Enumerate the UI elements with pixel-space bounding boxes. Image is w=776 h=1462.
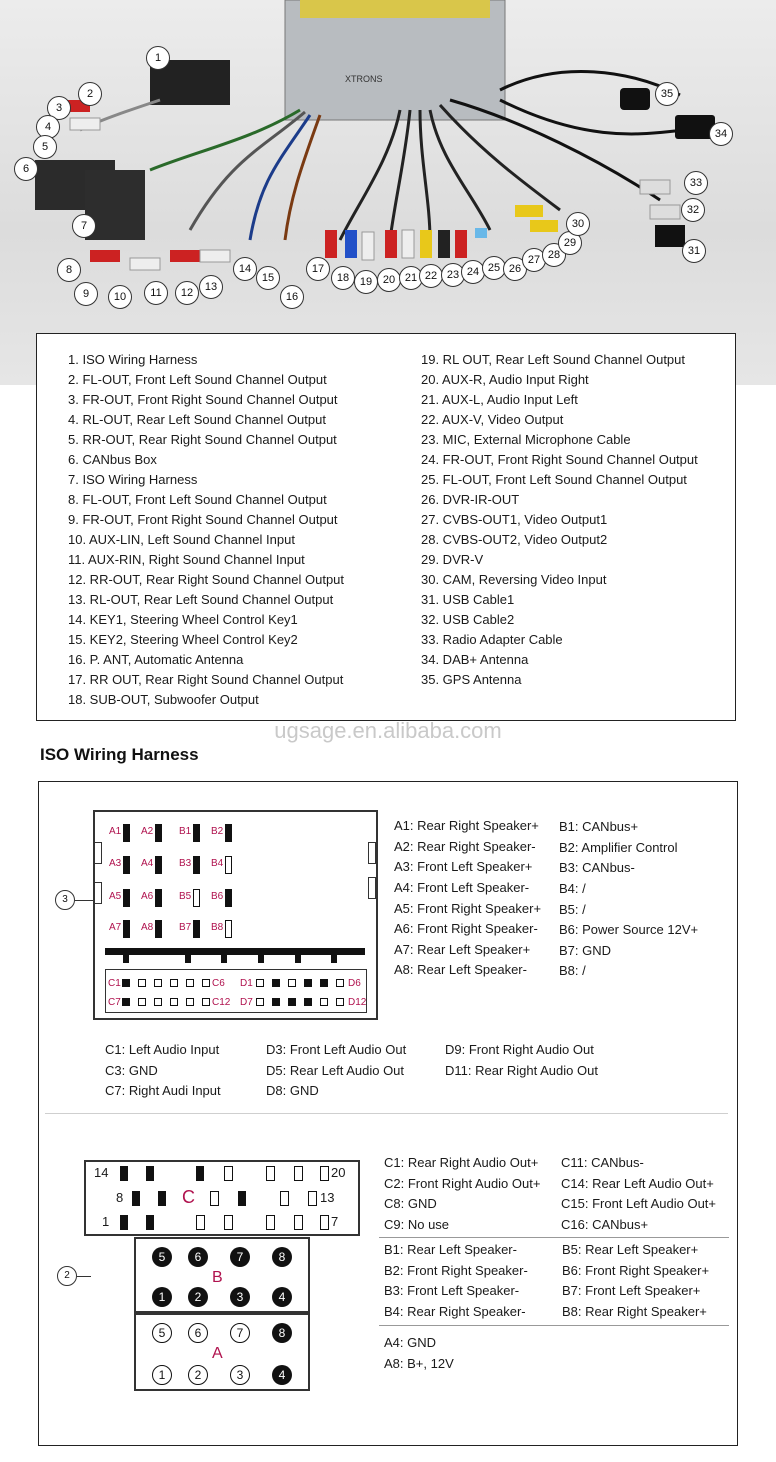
callout-4: 4 [36,115,60,139]
desc-d9: D9: Front Right Audio Out [445,1042,594,1057]
pin-label: B6 [211,891,224,902]
pin-b1: 1 [152,1287,172,1307]
pin-filled [132,1191,140,1206]
pin-empty [186,998,194,1006]
pin-filled [155,856,162,874]
legend-item: 22. AUX-V, Video Output [421,412,564,427]
legend-item: 24. FR-OUT, Front Right Sound Channel Output [421,452,698,467]
legend-item: 6. CANbus Box [68,452,157,467]
svg-text:XTRONS: XTRONS [345,74,383,84]
pin-label: D1 [240,978,253,989]
cd-block [105,969,367,1013]
pin-label: A5 [109,891,122,902]
pin-label: B8 [211,922,224,933]
connector1-body [93,810,378,1020]
desc-b3: B3: Front Left Speaker- [384,1283,520,1298]
pin-b7: 7 [230,1247,250,1267]
pin-b8: 8 [272,1247,292,1267]
pin-b2: 2 [188,1287,208,1307]
desc-c1: C1: Left Audio Input [105,1042,220,1057]
pin-a3: 3 [230,1365,250,1385]
pin-filled [320,979,328,987]
callout-34: 34 [709,122,733,146]
pin-empty [266,1215,275,1230]
desc-c15: C15: Front Left Audio Out+ [561,1196,717,1211]
legend-item: 27. CVBS-OUT1, Video Output1 [421,512,608,527]
desc-c9: C9: No use [384,1217,450,1232]
pin-a6: 6 [188,1323,208,1343]
pin-filled [304,998,312,1006]
latch [94,882,102,904]
desc-a5: A5: Front Right Speaker+ [394,901,542,916]
legend-item: 11. AUX-RIN, Right Sound Channel Input [68,552,305,567]
pin-empty [288,979,296,987]
callout-8: 8 [57,258,81,282]
legend-item: 9. FR-OUT, Front Right Sound Channel Output [68,512,338,527]
desc-a2: A2: Rear Right Speaker- [394,839,536,854]
pin-label: C1 [108,978,121,989]
legend-item: 19. RL OUT, Rear Left Sound Channel Output [421,352,686,367]
callout-20: 20 [377,268,401,292]
legend-right-list [421,350,698,690]
pin-filled [123,824,130,842]
legend-item: 32. USB Cable2 [421,612,515,627]
pin-label: A7 [109,922,122,933]
pin-filled [155,889,162,907]
desc-b7: B7: GND [559,943,612,958]
pin-empty [308,1191,317,1206]
pin-label: B4 [211,858,224,869]
pin-label: B1 [179,826,192,837]
divider-bar [105,948,365,955]
callout-35: 35 [655,82,679,106]
latch [94,842,102,864]
pin-label: C6 [212,978,225,989]
pin-filled [146,1166,154,1181]
pin-filled [225,824,232,842]
legend-item: 17. RR OUT, Rear Right Sound Channel Output [68,672,344,687]
pin-empty [256,998,264,1006]
pin-a4: 4 [272,1365,292,1385]
pin-filled [123,856,130,874]
pin-empty [266,1166,275,1181]
desc-c11: C11: CANbus- [561,1155,644,1170]
pin-empty [294,1215,303,1230]
key [221,955,227,963]
pin-label: D6 [348,978,361,989]
legend-left-list [68,350,344,710]
pin-filled [120,1166,128,1181]
product-photo [0,0,776,385]
legend-item: 33. Radio Adapter Cable [421,632,563,647]
pin-empty [225,856,232,874]
desc-b2: B2: Front Right Speaker- [384,1263,528,1278]
row-label: 7 [331,1214,339,1229]
legend-item: 20. AUX-R, Audio Input Right [421,372,589,387]
desc-a1: A1: Rear Right Speaker+ [394,818,539,833]
pin-b3: 3 [230,1287,250,1307]
pin-filled [196,1166,204,1181]
pin-filled [120,1215,128,1230]
desc-a8: A8: Rear Left Speaker- [394,962,527,977]
desc-d3: D3: Front Left Audio Out [266,1042,407,1057]
desc-b6: B6: Power Source 12V+ [559,922,699,937]
legend-item: 14. KEY1, Steering Wheel Control Key1 [68,612,298,627]
pin-empty [224,1215,233,1230]
legend-item: 34. DAB+ Antenna [421,652,529,667]
callout-25: 25 [482,256,506,280]
pin-filled [304,979,312,987]
callout-21: 21 [399,266,423,290]
pin-empty [138,998,146,1006]
pin-label: A6 [141,891,154,902]
legend-item: 12. RR-OUT, Rear Right Sound Channel Output [68,572,345,587]
separator [45,1113,728,1114]
pin-filled [193,824,200,842]
desc-a4: A4: Front Left Speaker- [394,880,530,895]
pin-a1: 1 [152,1365,172,1385]
pin-label: B7 [179,922,192,933]
iso-harness-panel [38,781,738,1446]
pin-a2: 2 [188,1365,208,1385]
callout-24: 24 [461,260,485,284]
pin-empty [154,998,162,1006]
callout-2: 2 [78,82,102,106]
callout-26: 26 [503,257,527,281]
pin-label: A4 [141,858,154,869]
pin-empty [170,998,178,1006]
pin-empty [336,979,344,987]
desc-a4: A4: GND [384,1335,437,1350]
legend-item: 15. KEY2, Steering Wheel Control Key2 [68,632,298,647]
desc-c2: C2: Front Right Audio Out+ [384,1176,541,1191]
callout-5: 5 [33,135,57,159]
desc-b3: B3: CANbus- [559,860,635,875]
callout-line [77,1276,91,1277]
legend-item: 7. ISO Wiring Harness [68,472,198,487]
pin-empty [186,979,194,987]
pin-b4: 4 [272,1287,292,1307]
a-letter: A [212,1345,223,1362]
pin-label: A2 [141,826,154,837]
connector2-b-block [134,1237,310,1313]
row-label: 8 [116,1190,124,1205]
callout-3: 3 [47,96,71,120]
legend-item: 13. RL-OUT, Rear Left Sound Channel Output [68,592,334,607]
callout-13: 13 [199,275,223,299]
connector1-callout: 3 [55,890,75,910]
pin-a5: 5 [152,1323,172,1343]
pin-empty [320,1215,329,1230]
pin-filled [123,920,130,938]
separator [379,1237,729,1238]
pin-label: B5 [179,891,192,902]
pin-empty [224,1166,233,1181]
callout-7: 7 [72,214,96,238]
row-label: 1 [102,1214,110,1229]
pin-filled [122,979,130,987]
callout-17: 17 [306,257,330,281]
callout-10: 10 [108,285,132,309]
key [295,955,301,963]
desc-c3: C3: GND [105,1063,158,1078]
callout-27: 27 [522,248,546,272]
pin-label: C12 [212,997,231,1008]
pin-filled [238,1191,246,1206]
connector2-c-block [84,1160,360,1236]
separator [379,1325,729,1326]
callout-9: 9 [74,282,98,306]
desc-d11: D11: Rear Right Audio Out [445,1063,598,1078]
legend-item: 10. AUX-LIN, Left Sound Channel Input [68,532,295,547]
pin-filled [272,998,280,1006]
pin-filled [193,920,200,938]
key [123,955,129,963]
pin-b5: 5 [152,1247,172,1267]
callout-11: 11 [144,281,168,305]
pin-filled [288,998,296,1006]
desc-b4: B4: Rear Right Speaker- [384,1304,526,1319]
legend-item: 25. FL-OUT, Front Left Sound Channel Output [421,472,687,487]
callout-32: 32 [681,198,705,222]
pin-filled [193,856,200,874]
legend-item: 4. RL-OUT, Rear Left Sound Channel Output [68,412,326,427]
callout-31: 31 [682,239,706,263]
callout-16: 16 [280,285,304,309]
pin-empty [193,889,200,907]
harness-photo-illustration [0,0,776,385]
legend-item: 8. FL-OUT, Front Left Sound Channel Output [68,492,327,507]
pin-filled [122,998,130,1006]
legend-item: 30. CAM, Reversing Video Input [421,572,607,587]
callout-23: 23 [441,263,465,287]
pin-empty [170,979,178,987]
row-label: 13 [320,1190,335,1205]
callout-30: 30 [566,212,590,236]
desc-b1: B1: CANbus+ [559,819,639,834]
desc-d5: D5: Rear Left Audio Out [266,1063,405,1078]
pin-label: A1 [109,826,122,837]
pin-empty [256,979,264,987]
pin-label: D7 [240,997,253,1008]
pin-filled [272,979,280,987]
desc-a7: A7: Rear Left Speaker+ [394,942,531,957]
callout-14: 14 [233,257,257,281]
legend-item: 28. CVBS-OUT2, Video Output2 [421,532,608,547]
pin-label: B2 [211,826,224,837]
latch [368,877,376,899]
legend-item: 21. AUX-L, Audio Input Left [421,392,578,407]
pin-empty [294,1166,303,1181]
callout-6: 6 [14,157,38,181]
pin-filled [155,824,162,842]
c-letter: C [182,1187,195,1207]
desc-b5: B5: Rear Left Speaker+ [562,1242,699,1257]
legend-item: 23. MIC, External Microphone Cable [421,432,631,447]
connector2-a-block [134,1313,310,1391]
desc-c14: C14: Rear Left Audio Out+ [561,1176,714,1191]
desc-b1: B1: Rear Left Speaker- [384,1242,517,1257]
pin-filled [155,920,162,938]
pin-empty [154,979,162,987]
legend-item: 18. SUB-OUT, Subwoofer Output [68,692,259,707]
key [185,955,191,963]
legend-item: 1. ISO Wiring Harness [68,352,198,367]
legend-item: 35. GPS Antenna [421,672,522,687]
desc-b8: B8: Rear Right Speaker+ [562,1304,707,1319]
pin-empty [225,920,232,938]
cable-legend [36,333,736,721]
legend-item: 26. DVR-IR-OUT [421,492,520,507]
legend-item: 31. USB Cable1 [421,592,515,607]
connector2-callout: 2 [57,1266,77,1286]
desc-b7: B7: Front Left Speaker+ [562,1283,701,1298]
callout-line [75,900,93,901]
pin-empty [202,998,210,1006]
desc-b5: B5: / [559,902,586,917]
pin-empty [320,1166,329,1181]
pin-empty [138,979,146,987]
key [331,955,337,963]
section-title: ISO Wiring Harness [40,745,199,764]
row-label: 14 [94,1165,109,1180]
callout-18: 18 [331,266,355,290]
b-letter: B [212,1269,223,1286]
pin-filled [158,1191,166,1206]
pin-label: D12 [348,997,367,1008]
desc-c7: C7: Right Audi Input [105,1083,221,1098]
callout-12: 12 [175,281,199,305]
legend-item: 3. FR-OUT, Front Right Sound Channel Output [68,392,338,407]
legend-item: 29. DVR-V [421,552,484,567]
pin-label: A3 [109,858,122,869]
desc-d8: D8: GND [266,1083,319,1098]
desc-b4: B4: / [559,881,586,896]
desc-b6: B6: Front Right Speaker+ [562,1263,710,1278]
desc-c8: C8: GND [384,1196,437,1211]
pin-empty [336,998,344,1006]
key [258,955,264,963]
legend-item: 2. FL-OUT, Front Left Sound Channel Output [68,372,327,387]
desc-a8: A8: B+, 12V [384,1356,454,1371]
pin-empty [280,1191,289,1206]
callout-29: 29 [558,231,582,255]
watermark: ugsage.en.alibaba.com [274,718,502,743]
callout-22: 22 [419,264,443,288]
callout-19: 19 [354,270,378,294]
pin-label: B3 [179,858,192,869]
pin-filled [146,1215,154,1230]
desc-b8: B8: / [559,963,586,978]
desc-c16: C16: CANbus+ [561,1217,649,1232]
callout-28: 28 [542,243,566,267]
callout-15: 15 [256,266,280,290]
pin-a7: 7 [230,1323,250,1343]
pin-a8: 8 [272,1323,292,1343]
pin-b6: 6 [188,1247,208,1267]
row-label: 20 [331,1165,346,1180]
desc-a6: A6: Front Right Speaker- [394,921,538,936]
legend-item: 5. RR-OUT, Rear Right Sound Channel Output [68,432,337,447]
pin-label: A8 [141,922,154,933]
pin-empty [210,1191,219,1206]
legend-item: 16. P. ANT, Automatic Antenna [68,652,244,667]
pin-filled [225,889,232,907]
callout-33: 33 [684,171,708,195]
desc-c1: C1: Rear Right Audio Out+ [384,1155,539,1170]
callout-1: 1 [146,46,170,70]
latch [368,842,376,864]
pin-empty [202,979,210,987]
pin-filled [123,889,130,907]
pin-empty [196,1215,205,1230]
desc-b2: B2: Amplifier Control [559,840,678,855]
desc-a3: A3: Front Left Speaker+ [394,859,533,874]
pin-label: C7 [108,997,121,1008]
pin-empty [320,998,328,1006]
